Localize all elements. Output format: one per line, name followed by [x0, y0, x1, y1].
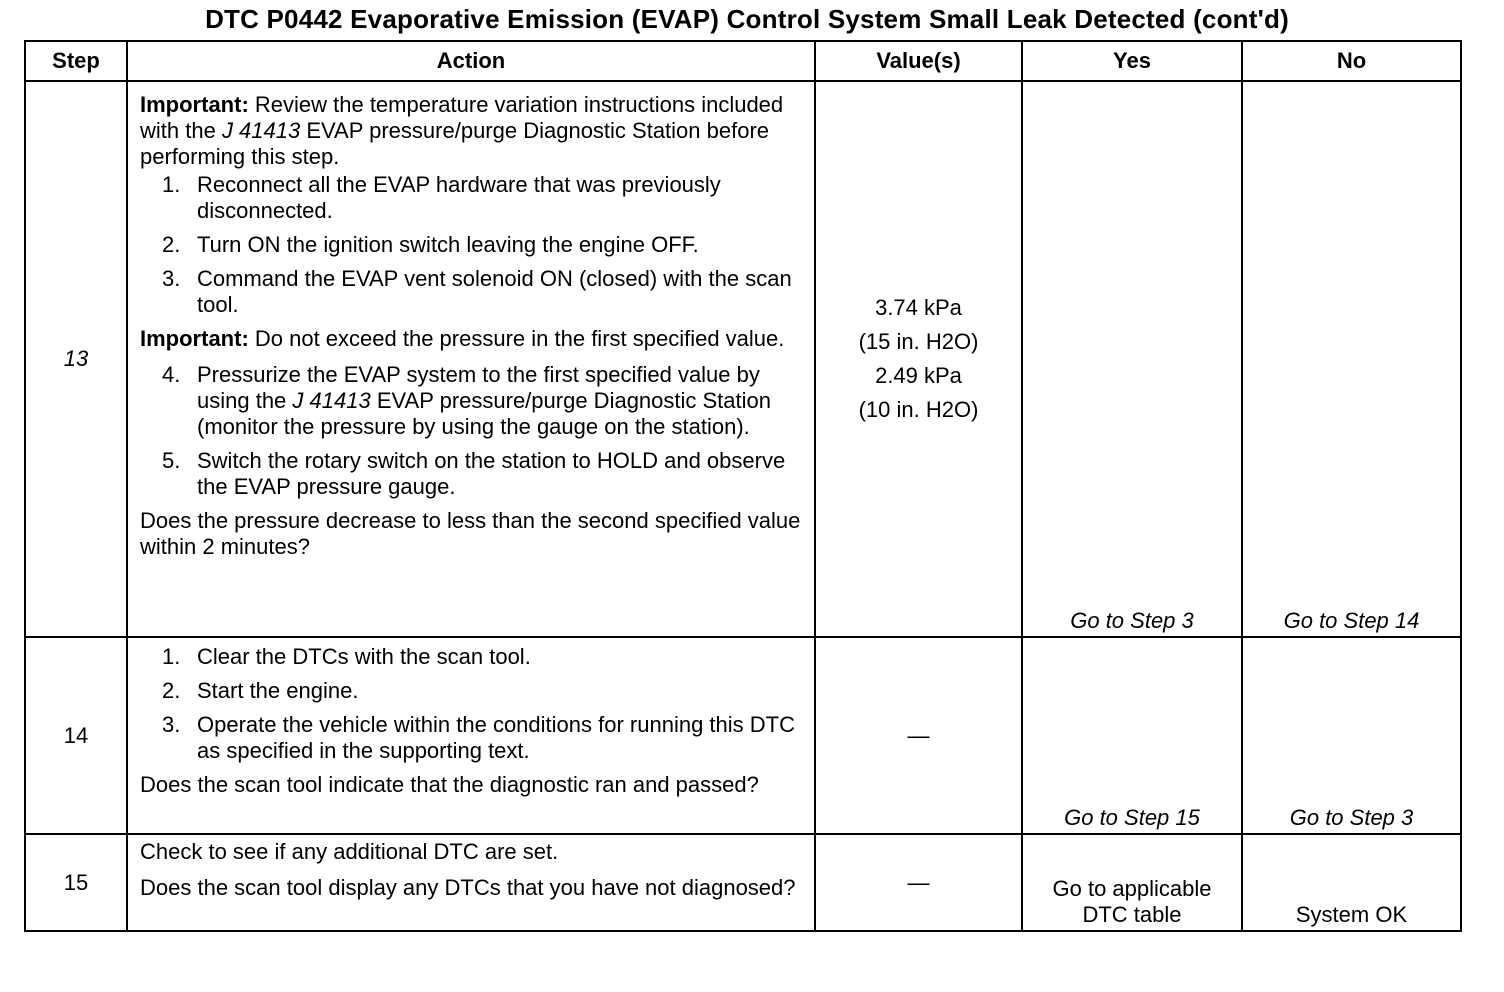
- question-text: Does the pressure decrease to less than the second specified value within 2 minutes?: [140, 508, 801, 559]
- yes-cell: Go to Step 15: [1022, 637, 1242, 834]
- important-note: Important: Review the temperature variation instructions included with the J 41413 EVAP pressure/purge Diagnostic Station before performing this step.: [140, 92, 784, 169]
- values-cell: [815, 81, 1022, 637]
- yes-cell: Go to Step 3: [1022, 81, 1242, 637]
- header-row: [25, 41, 1461, 81]
- table-row-step-15: [25, 834, 1461, 931]
- table-row-step-14: [25, 637, 1461, 834]
- question-text: Does the scan tool indicate that the diagnostic ran and passed?: [140, 772, 759, 797]
- header-no: No: [1242, 41, 1461, 81]
- tool-reference: J 41413: [221, 118, 301, 143]
- step-number: 14: [25, 637, 127, 834]
- table-row-step-13: [25, 81, 1461, 637]
- values-cell: —: [815, 637, 1022, 834]
- page-title: DTC P0442 Evaporative Emission (EVAP) Control System Small Leak Detected (cont'd): [205, 4, 1289, 34]
- yes-line: DTC table: [1082, 902, 1182, 927]
- important-note: Important: Do not exceed the pressure in the first specified value.: [140, 326, 785, 351]
- value-line: 2.49 kPa: [875, 363, 962, 388]
- value-line: 3.74 kPa: [875, 295, 962, 320]
- list-item: 5. Switch the rotary switch on the station to HOLD and observe the EVAP pressure gauge.: [162, 448, 786, 499]
- tool-reference: J 41413: [292, 388, 371, 413]
- list-item: 3. Command the EVAP vent solenoid ON (closed) with the scan tool.: [162, 266, 792, 317]
- step-number: 15: [25, 834, 127, 931]
- list-item: 1. Reconnect all the EVAP hardware that was previously disconnected.: [162, 172, 721, 223]
- action-cell: [127, 637, 815, 834]
- question-text: Does the scan tool display any DTCs that you have not diagnosed?: [140, 875, 796, 900]
- list-item: 1. Clear the DTCs with the scan tool.: [162, 644, 531, 669]
- value-line: (10 in. H2O): [858, 397, 979, 422]
- no-cell: Go to Step 3: [1242, 637, 1461, 834]
- check-text: Check to see if any additional DTC are set.: [140, 839, 559, 864]
- list-item: 3. Operate the vehicle within the conditions for running this DTC as specified in the supporting text.: [162, 712, 795, 763]
- no-cell: System OK: [1242, 834, 1461, 931]
- procedure-list: [140, 644, 806, 764]
- procedure-list: [140, 362, 806, 500]
- header-step: Step: [25, 41, 127, 81]
- action-cell: [127, 834, 815, 931]
- step-number: 13: [25, 81, 127, 637]
- procedure-list: [140, 172, 806, 318]
- value-line: (15 in. H2O): [858, 329, 979, 354]
- yes-line: Go to applicable: [1052, 876, 1212, 901]
- yes-cell: [1022, 834, 1242, 931]
- list-item: 2. Start the engine.: [162, 678, 359, 703]
- action-cell: [127, 81, 815, 637]
- values-cell: —: [815, 834, 1022, 931]
- no-cell: Go to Step 14: [1242, 81, 1461, 637]
- list-item: 2. Turn ON the ignition switch leaving the engine OFF.: [162, 232, 699, 257]
- header-action: Action: [127, 41, 815, 81]
- header-values: Value(s): [815, 41, 1022, 81]
- list-item: 4. Pressurize the EVAP system to the first specified value by using the J 41413 EVAP pressure/purge Diagnostic Station (monitor the pressure by using the gauge on the station).: [162, 362, 771, 439]
- diagnostic-table: [24, 40, 1462, 932]
- header-yes: Yes: [1022, 41, 1242, 81]
